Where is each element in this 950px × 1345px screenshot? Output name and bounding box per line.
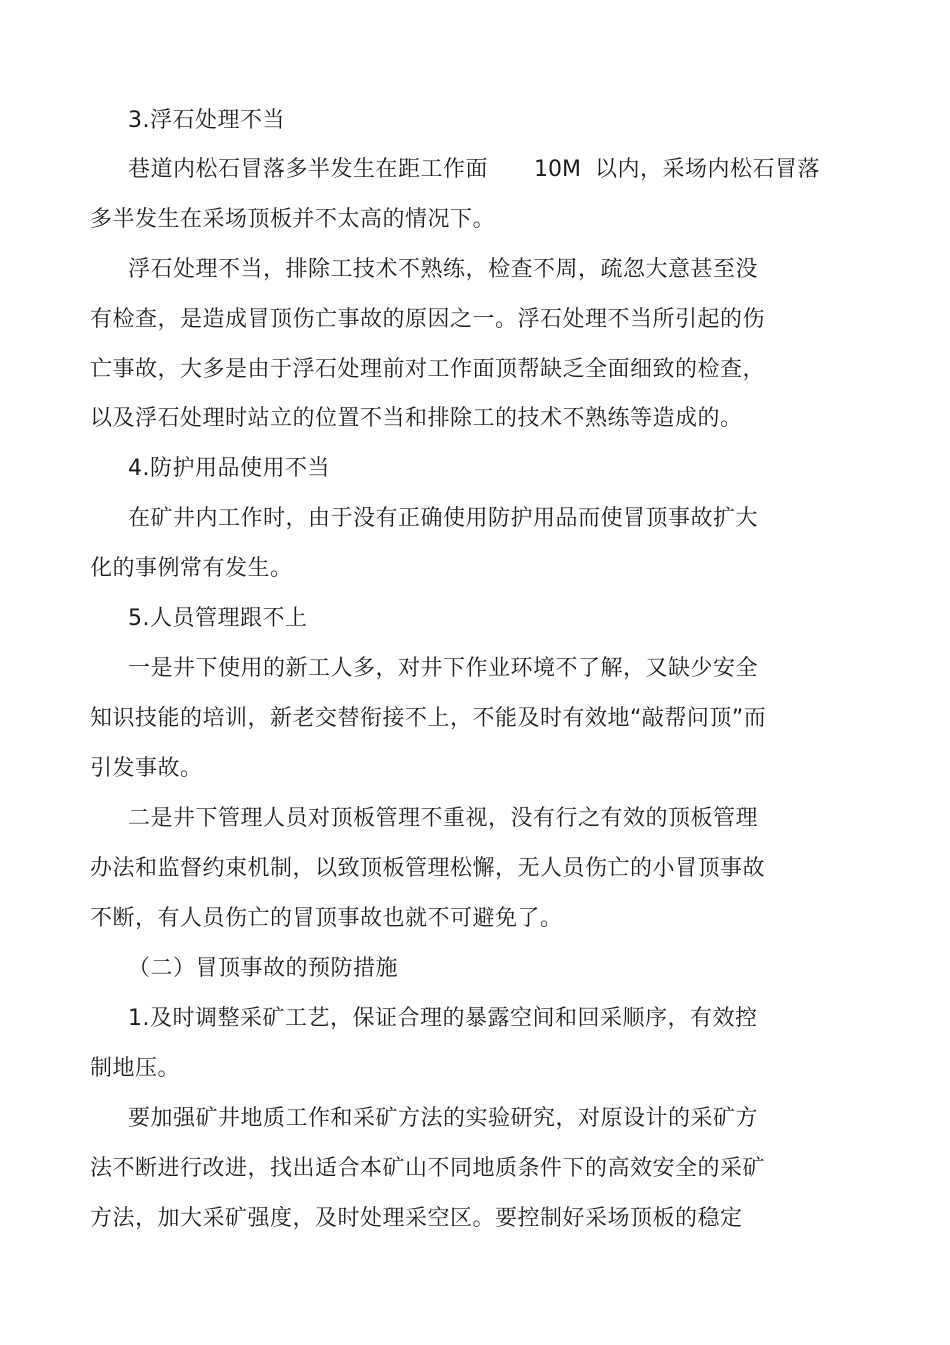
text-segment: 巷道内松石冒落多半发生在距工作面 xyxy=(128,157,489,182)
text-segment: 以内，采场内松石冒落 xyxy=(595,157,821,182)
paragraph-line: 法不断进行改进，找出适合本矿山不同地质条件下的高效安全的采矿 xyxy=(90,1156,766,1181)
paragraph-line: 要加强矿井地质工作和采矿方法的实验研究，对原设计的采矿方 xyxy=(128,1106,759,1131)
paragraph-line: 知识技能的培训，新老交替衔接不上，不能及时有效地“敲帮问顶”而 xyxy=(90,706,767,731)
paragraph-line: 以及浮石处理时站立的位置不当和排除工的技术不熟练等造成的。 xyxy=(90,406,743,431)
heading-5-personnel-management: 5.人员管理跟不上 xyxy=(128,606,308,631)
paragraph-line xyxy=(128,155,820,185)
distance-value: 10M xyxy=(534,157,581,182)
heading-1-adjust-mining-process: 1.及时调整采矿工艺，保证合理的暴露空间和回采顺序，有效控 xyxy=(128,1006,758,1031)
paragraph-line: 二是井下管理人员对顶板管理不重视，没有行之有效的顶板管理 xyxy=(128,806,759,831)
paragraph-line: 办法和监督约束机制，以致顶板管理松懈，无人员伤亡的小冒顶事故 xyxy=(90,856,766,881)
heading-4-protective-equipment: 4.防护用品使用不当 xyxy=(128,456,330,481)
paragraph-line: 一是井下使用的新工人多，对井下作业环境不了解，又缺少安全 xyxy=(128,656,759,681)
paragraph-line: 有检查，是造成冒顶伤亡事故的原因之一。浮石处理不当所引起的伤 xyxy=(90,307,766,332)
paragraph-line: 化的事例常有发生。 xyxy=(90,556,293,581)
paragraph-line: 引发事故。 xyxy=(90,756,203,781)
paragraph-line: 在矿井内工作时，由于没有正确使用防护用品而使冒顶事故扩大 xyxy=(128,506,759,531)
heading-3-improper-float-stone: 3.浮石处理不当 xyxy=(128,108,285,133)
section-heading-prevention-measures: （二）冒顶事故的预防措施 xyxy=(128,956,399,981)
paragraph-line: 多半发生在采场顶板并不太高的情况下。 xyxy=(90,207,496,232)
paragraph-line: 浮石处理不当，排除工技术不熟练，检查不周，疏忽大意甚至没 xyxy=(128,257,759,282)
paragraph-line: 方法，加大采矿强度，及时处理采空区。要控制好采场顶板的稳定 xyxy=(90,1206,743,1231)
paragraph-line: 亡事故，大多是由于浮石处理前对工作面顶帮缺乏全面细致的检查， xyxy=(90,357,766,382)
paragraph-line: 不断，有人员伤亡的冒顶事故也就不可避免了。 xyxy=(90,906,563,931)
paragraph-line: 制地压。 xyxy=(90,1056,181,1081)
